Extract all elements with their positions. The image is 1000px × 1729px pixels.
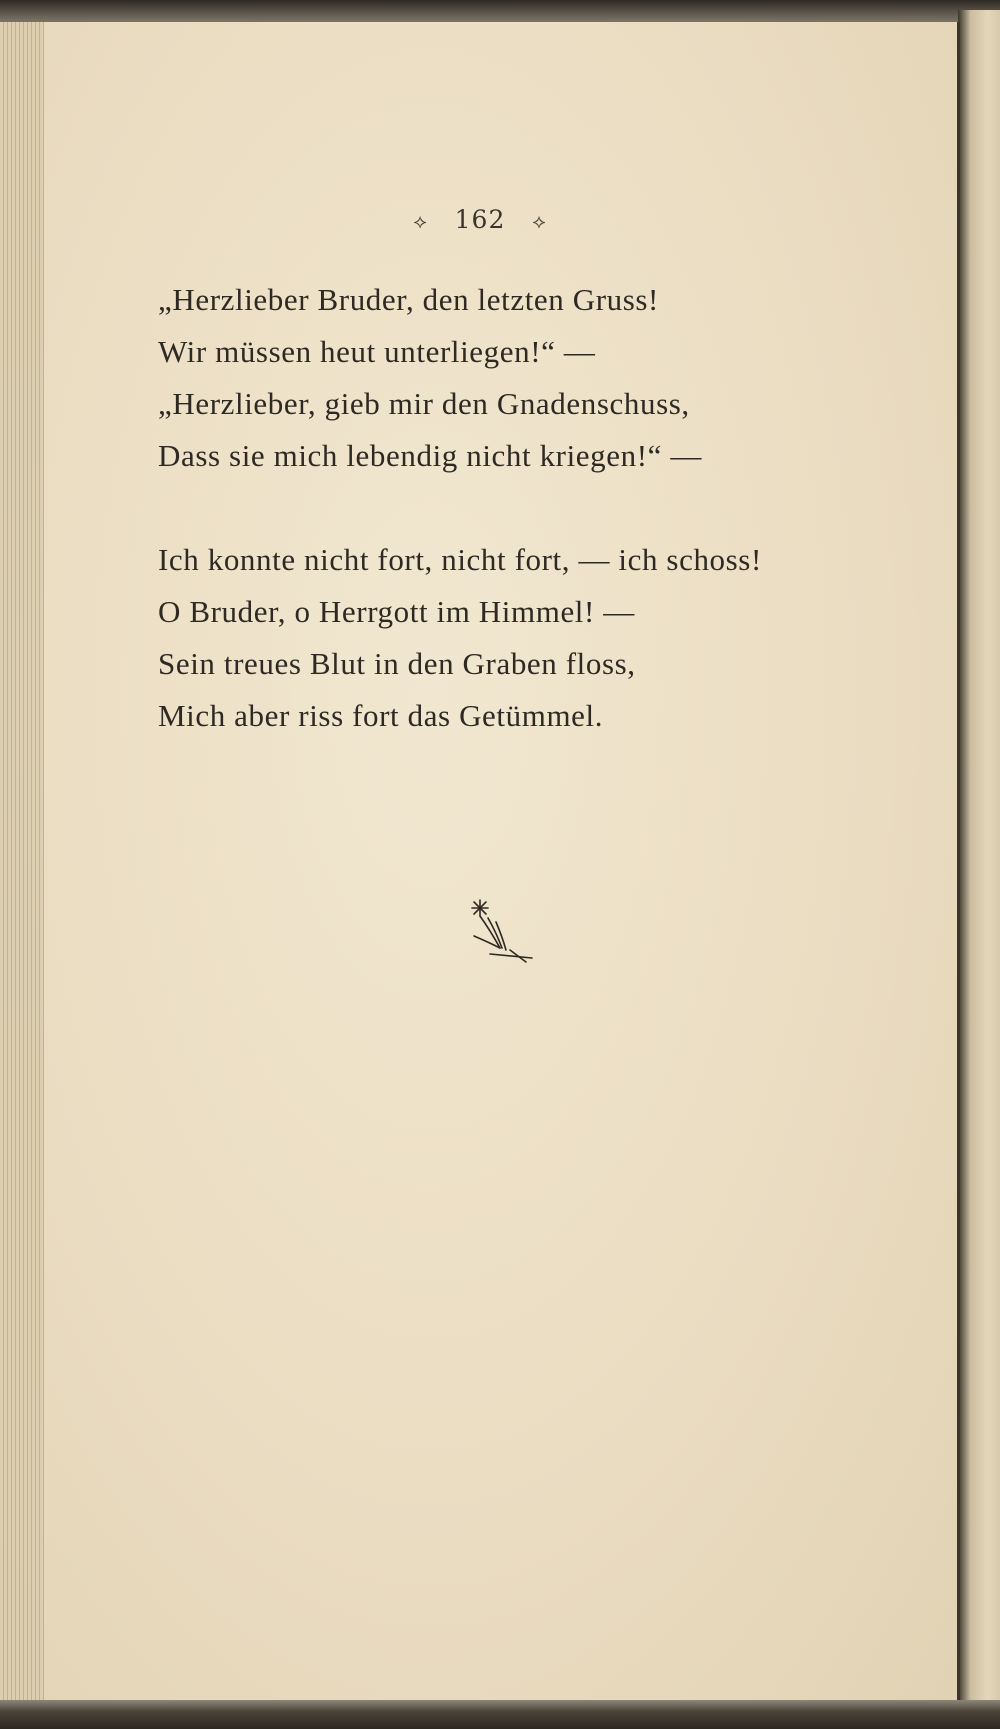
- header-ornament-left-icon: ⟡: [413, 209, 428, 233]
- poem-line: Dass sie mich lebendig nicht kriegen!“ —: [158, 438, 702, 473]
- bottom-book-edge: [0, 1700, 1000, 1729]
- poem-line: Ich konnte nicht fort, nicht fort, — ich schoss!: [158, 542, 762, 577]
- poem-stanza: [158, 274, 702, 482]
- poem-line: „Herzlieber, gieb mir den Gnadenschuss,: [158, 386, 690, 421]
- header-ornament-right-icon: ⟡: [532, 209, 547, 233]
- poem-line: Sein treues Blut in den Graben floss,: [158, 646, 636, 681]
- floral-vignette-icon: [466, 896, 536, 966]
- page-number: 162: [454, 205, 506, 234]
- page-stack-edges: [0, 22, 44, 1702]
- poem-line: „Herzlieber Bruder, den letzten Gruss!: [158, 282, 659, 317]
- poem-stanza: [158, 534, 762, 742]
- poem-line: O Bruder, o Herrgott im Himmel! —: [158, 594, 635, 629]
- facing-page-edge: [958, 10, 1000, 1700]
- page-header: [0, 205, 960, 234]
- poem-line: Mich aber riss fort das Getümmel.: [158, 698, 604, 733]
- poem-line: Wir müssen heut unterliegen!“ —: [158, 334, 596, 369]
